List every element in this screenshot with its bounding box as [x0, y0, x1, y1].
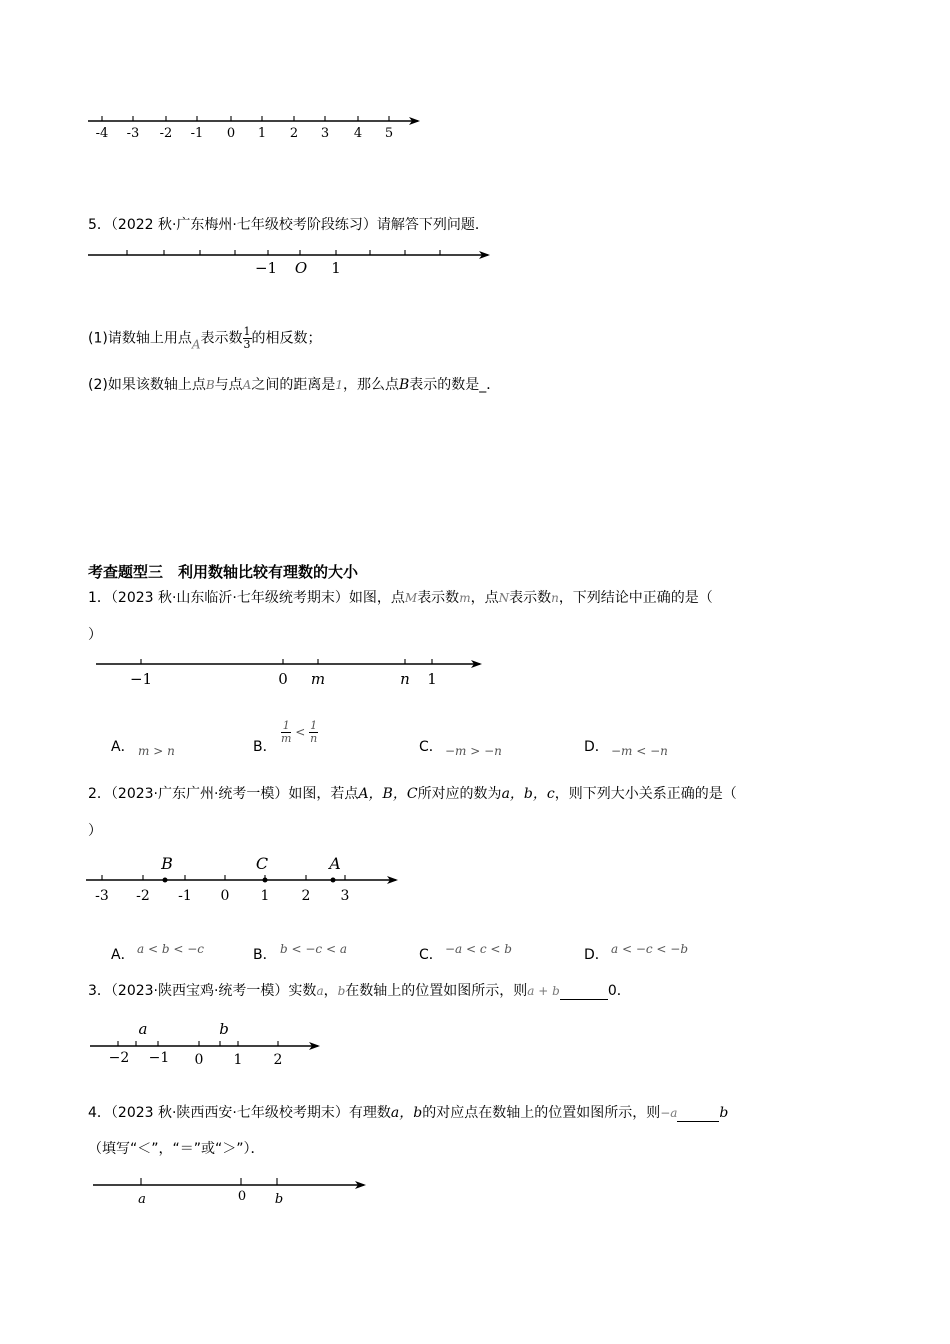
s1-axis-label: 0 [278, 670, 288, 688]
s3-axis-label: −1 [148, 1050, 170, 1066]
s1-option-b: $\frac{1}{m}$ < $\frac{1}{n}$ [281, 719, 318, 745]
s3-point-label: a [138, 1020, 148, 1038]
s1-option-a: m > n [138, 744, 175, 758]
s2-option-b-label[interactable]: B． [253, 947, 277, 963]
s2-question-end: ） [88, 823, 102, 839]
q5-axis-label: −1 [254, 259, 278, 277]
s1-question: 1．（2023 秋·山东临沂·七年级统考期末）如图，点M表示数m，点N表示数n，下列结论中正确的是（ [88, 590, 713, 606]
s3-point-label: b [219, 1020, 229, 1038]
s2-option-a-label[interactable]: A． [111, 947, 135, 963]
axis1-label: 1 [257, 126, 267, 141]
q5-part1: (1)请数轴上用点A表示数 $\frac{1}{3}$ 的相反数； [88, 325, 322, 352]
axis1-label: -2 [159, 126, 173, 141]
fraction-one-third: $\frac{1}{3}$ [243, 325, 251, 351]
s2-axis-label: 2 [301, 888, 311, 904]
q5-axis-label: 1 [331, 259, 341, 277]
s2-axis-label: -2 [136, 888, 150, 904]
s4-answer-blank[interactable] [677, 1103, 719, 1122]
axis1-label: 2 [289, 126, 299, 141]
axis1-label: 3 [320, 126, 330, 141]
s2-option-d: a < −c < −b [611, 942, 689, 956]
section-title: 考查题型三 利用数轴比较有理数的大小 [88, 563, 359, 581]
s2-option-b: b < −c < a [280, 942, 347, 956]
point-dot [163, 878, 168, 883]
s2-point-label: B [161, 854, 173, 873]
point-dot [263, 878, 268, 883]
s2-axis-label: -3 [95, 888, 109, 904]
s2-option-a: a < b < −c [137, 942, 204, 956]
s4-axis-label: 0 [237, 1189, 247, 1204]
s2-axis-label: -1 [178, 888, 192, 904]
s2-option-c: −a < c < b [445, 942, 512, 956]
s2-axis-label: 3 [340, 888, 350, 904]
s3-answer-blank[interactable] [560, 981, 608, 1000]
s4-axis-label: a [138, 1192, 146, 1207]
s4-axis-label: b [274, 1192, 284, 1207]
axis1-label: 4 [353, 126, 363, 141]
s2-point-label: C [255, 854, 269, 873]
s1-option-d: −m < −n [611, 744, 668, 758]
axis1-label: -3 [126, 126, 140, 141]
s4-question-end: （填写“＜”，“＝”或“＞”）． [88, 1141, 265, 1157]
s3-axis-label: 2 [273, 1052, 283, 1068]
s1-axis-label: n [400, 670, 410, 688]
point-dot [331, 878, 336, 883]
axis1-label: -4 [95, 126, 109, 141]
s1-axis-label: −1 [129, 670, 153, 688]
s1-axis-label: m [310, 670, 326, 688]
s3-axis-label: 1 [233, 1052, 243, 1068]
axis1-label: 0 [226, 126, 236, 141]
s4-question: 4．（2023 秋·陕西西安·七年级校考期末）有理数a，b的对应点在数轴上的位置如图所示，则−a b [88, 1105, 729, 1121]
s1-option-d-label[interactable]: D． [584, 739, 609, 755]
q5-axis-label: O [294, 259, 308, 277]
s1-option-b-label[interactable]: B． [253, 739, 277, 755]
s1-question-end: ） [88, 627, 102, 643]
s1-option-a-label[interactable]: A． [111, 739, 135, 755]
s2-axis-label: 0 [220, 888, 230, 904]
s2-axis-label: 1 [260, 888, 270, 904]
s3-axis-label: −2 [108, 1050, 130, 1066]
s1-option-c-label[interactable]: C． [419, 739, 443, 755]
s3-question: 3．（2023·陕西宝鸡·统考一模）实数a，b在数轴上的位置如图所示，则a + b 0． [88, 983, 631, 999]
s1-axis-label: 1 [427, 670, 437, 688]
q5-part2: (2)如果该数轴上点B与点A之间的距离是1，那么点B表示的数是_． [88, 377, 501, 393]
s2-option-c-label[interactable]: C． [419, 947, 443, 963]
s3-axis-label: 0 [194, 1052, 204, 1068]
s1-option-c: −m > −n [445, 744, 502, 758]
s2-question: 2．（2023·广东广州·统考一模）如图，若点A，B，C所对应的数为a，b，c，则下列大小关系正确的是（ [88, 786, 737, 802]
s2-point-label: A [329, 854, 341, 873]
axis1-label: -1 [190, 126, 204, 141]
axis1-label: 5 [384, 126, 394, 141]
s2-option-d-label[interactable]: D． [584, 947, 609, 963]
q5-header: 5．（2022 秋·广东梅州·七年级校考阶段练习）请解答下列问题． [88, 217, 489, 233]
